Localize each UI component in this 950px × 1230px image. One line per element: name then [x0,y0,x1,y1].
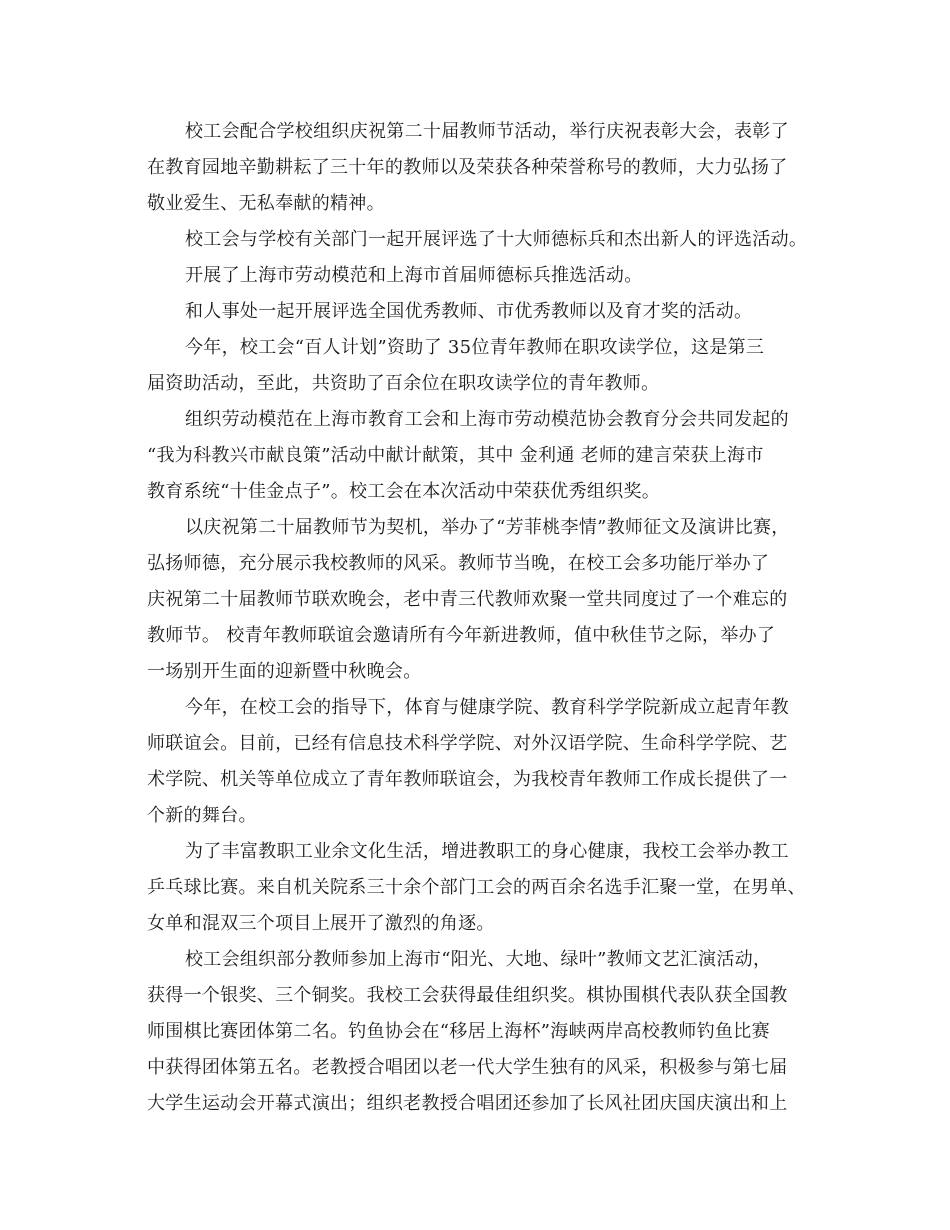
text-line: 组织劳动模范在上海市教育工会和上海市劳动模范协会教育分会共同发起的 [185,409,789,430]
text-line: 庆祝第二十届教师节联欢晚会，老中青三代教师欢聚一堂共同度过了一个难忘的 [147,589,788,610]
text-line: 今年，校工会“百人计划”资助了 35位青年教师在职攻读学位，这是第三 [185,337,765,358]
text-line: 女单和混双三个项目上展开了激烈的角逐。 [147,913,495,934]
text-line: 教育系统“十佳金点子”。校工会在本次活动中荣获优秀组织奖。 [147,481,661,502]
text-line: 在教育园地辛勤耕耘了三十年的教师以及荣获各种荣誉称号的教师，大力弘扬了 [147,157,788,178]
text-line: 师围棋比赛团体第二名。钓鱼协会在“移居上海杯”海峡两岸高校教师钓鱼比赛 [147,1021,770,1042]
text-line: 大学生运动会开幕式演出；组织老教授合唱团还参加了长风社团庆国庆演出和上 [147,1093,788,1114]
text-line: 获得一个银奖、三个铜奖。我校工会获得最佳组织奖。棋协围棋代表队获全国教 [147,985,788,1006]
text-line: 校工会与学校有关部门一起开展评选了十大师德标兵和杰出新人的评选活动。 [185,229,808,250]
text-line: 和人事处一起开展评选全国优秀教师、市优秀教师以及育才奖的活动。 [185,301,753,322]
text-line: 教师节。 校青年教师联谊会邀请所有今年新进教师，值中秋佳节之际，举办了 [147,625,776,646]
text-line: 今年，在校工会的指导下，体育与健康学院、教育科学学院新成立起青年教 [185,697,789,718]
text-line: 弘扬师德，充分展示我校教师的风采。教师节当晚，在校工会多功能厅举办了 [147,553,770,574]
text-line: 师联谊会。目前，已经有信息技术科学学院、对外汉语学院、生命科学学院、艺 [147,733,788,754]
text-line: 校工会配合学校组织庆祝第二十届教师节活动，举行庆祝表彰大会，表彰了 [185,121,789,142]
text-line: 为了丰富教职工业余文化生活，增进教职工的身心健康，我校工会举办教工 [185,841,789,862]
text-line: 以庆祝第二十届教师节为契机，举办了“芳菲桃李情”教师征文及演讲比赛， [185,517,790,538]
text-line: 校工会组织部分教师参加上海市“阳光、大地、绿叶”教师文艺汇演活动， [185,949,772,970]
text-line: 中获得团体第五名。老教授合唱团以老一代大学生独有的风采，积极参与第七届 [147,1057,788,1078]
text-line: “我为科教兴市献良策”活动中献计献策，其中 金利通 老师的建言荣获上海市 [147,445,764,466]
text-line: 届资助活动，至此，共资助了百余位在职攻读学位的青年教师。 [147,373,660,394]
text-line: 术学院、机关等单位成立了青年教师联谊会，为我校青年教师工作成长提供了一 [147,769,788,790]
text-line: 敬业爱生、无私奉献的精神。 [147,193,385,214]
text-line: 乒乓球比赛。来自机关院系三十余个部门工会的两百余名选手汇聚一堂，在男单、 [147,877,806,898]
text-line: 一场别开生面的迎新暨中秋晚会。 [147,661,422,682]
text-line: 开展了上海市劳动模范和上海市首届师德标兵推选活动。 [185,265,643,286]
text-line: 个新的舞台。 [147,805,257,826]
